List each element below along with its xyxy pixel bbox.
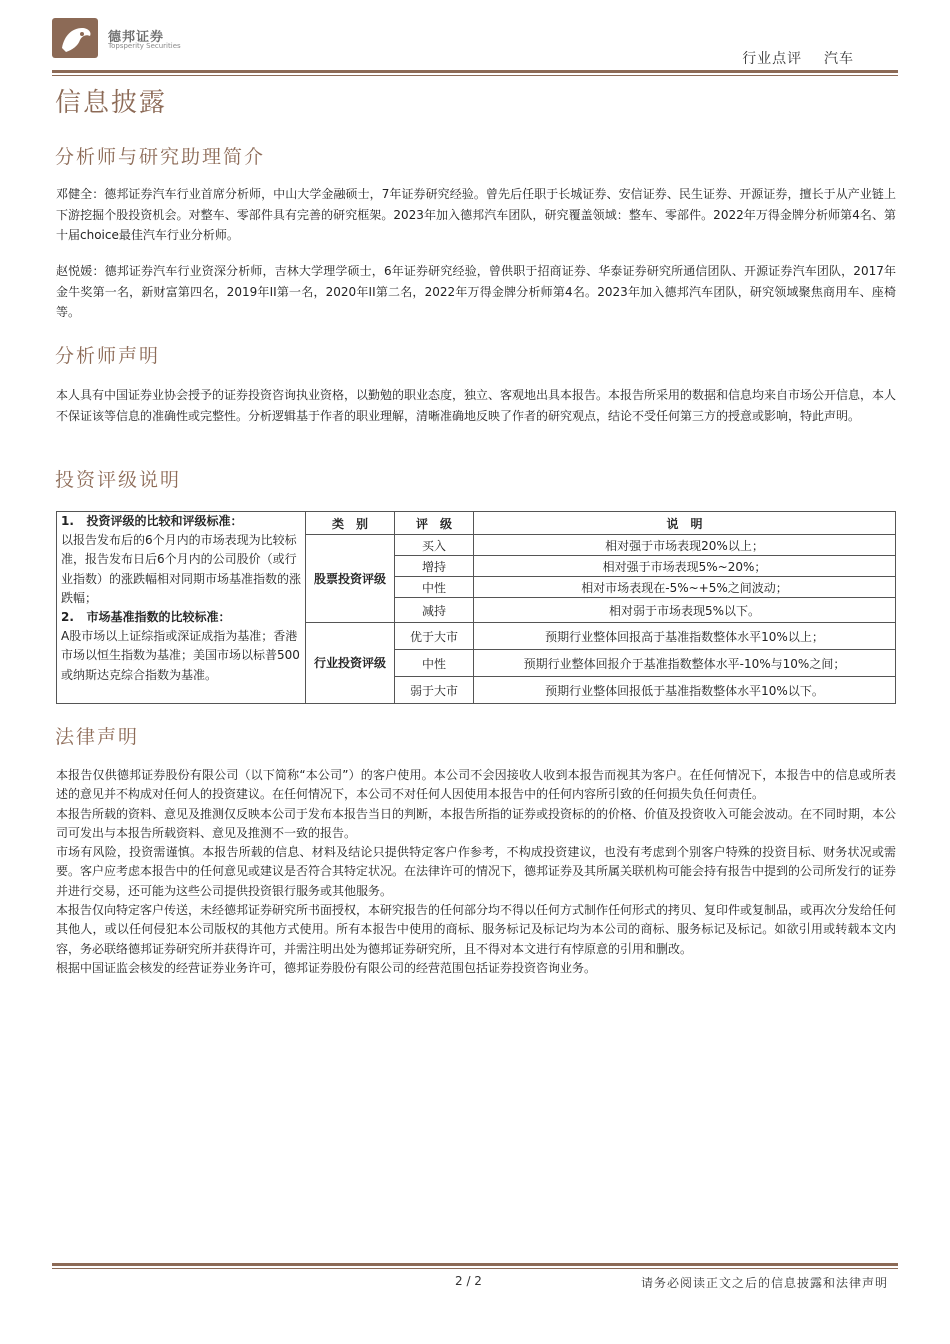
page-title: 信息披露: [55, 88, 168, 118]
criteria-heading-1: 1. 投资评级的比较和评级标准：: [61, 514, 243, 528]
footer-note: 请务必阅读正文之后的信息披露和法律声明: [640, 1276, 888, 1290]
rating-heading: 投资评级说明: [55, 469, 182, 491]
stock-desc: 相对强于市场表现20%以上；: [474, 535, 896, 556]
legal-paragraph-5: 根据中国证监会核发的经营证券业务许可，德邦证券股份有限公司的经营范围包括证券投资咨询业务。: [56, 960, 597, 975]
rating-criteria: [57, 512, 306, 704]
industry-desc: 预期行业整体回报介于基准指数整体水平-10%与10%之间；: [474, 650, 896, 677]
stock-grade: 增持: [395, 556, 474, 577]
legal-heading: 法律声明: [55, 726, 140, 748]
stock-desc: 相对弱于市场表现5%以下。: [474, 598, 896, 623]
rating-table: [56, 511, 896, 704]
criteria-text-2: A股市场以上证综指或深证成指为基准；香港市场以恒生指数为基准；美国市场以标普500或纳斯达克综合指数为基准。: [61, 629, 300, 682]
statement-heading: 分析师声明: [55, 345, 161, 367]
stock-grade: 买入: [395, 535, 474, 556]
col-header-type: 类 别: [306, 512, 395, 535]
header-rule-thin: [52, 75, 898, 76]
header-rule: [52, 70, 898, 73]
brand-name: 德邦证券: [108, 30, 165, 45]
criteria-heading-2: 2. 市场基准指数的比较标准：: [61, 610, 231, 625]
statement-text: 本人具有中国证券业协会授予的证券投资咨询执业资格，以勤勉的职业态度，独立、客观地出具本报告。本报告所采用的数据和信息均来自市场公开信息，本人不保证该等信息的准确性或完整性。分析逻辑基于作者的职业理解，清晰准确地反映了作者的研究观点，结论不受任何第三方的授意或影响，特此声明。: [56, 388, 897, 423]
industry-rating-group: [306, 623, 395, 704]
col-header-grade: 评 级: [395, 512, 474, 535]
report-category: 行业点评 汽车: [742, 51, 854, 67]
col-header-desc: 说 明: [474, 512, 896, 535]
legal-text: [56, 766, 896, 978]
legal-paragraph-3: 市场有风险，投资需谨慎。本报告所载的信息、材料及结论只提供特定客户作参考，不构成投资建议，也没有考虑到个别客户特殊的投资目标、财务状况或需要。客户应考虑本报告中的任何意见或建议是否符合其特定状况。在法律许可的情况下，德邦证券及其所属关联机构可能会持有报告中提到的公司所发行的证券并进行交易，还可能为这些公司提供投资银行服务或其他服务。: [56, 845, 897, 898]
footer-rule-thin: [52, 1268, 898, 1269]
stock-desc: 相对市场表现在-5%~+5%之间波动；: [474, 577, 896, 598]
legal-paragraph-1: 本报告仅供德邦证券股份有限公司（以下简称“本公司”）的客户使用。本公司不会因接收人收到本报告而视其为客户。在任何情况下，本报告中的信息或所表述的意见并不构成对任何人的投资建议。在任何情况下，本公司不对任何人因使用本报告中的任何内容所引致的任何损失负任何责任。: [56, 768, 896, 802]
footer-rule: [52, 1263, 898, 1266]
industry-rating-label: 行业投资评级: [313, 656, 386, 670]
stock-grade: 中性: [395, 577, 474, 598]
analyst-bio-1: 邓健全：德邦证券汽车行业首席分析师，中山大学金融硕士，7年证券研究经验。曾先后任职于长城证券、安信证券、民生证券、开源证券，擅长于从产业链上下游挖掘个股投资机会。对整车、零部件具有完善的研究框架。2023年加入德邦汽车团队，研究覆盖领域：整车、零部件。2022年万得金牌分析师第4名、第十届choice最佳汽车行业分析师。: [56, 187, 896, 242]
stock-desc: 相对强于市场表现5%~20%；: [474, 556, 896, 577]
brand-name-english: Topsperity Securities: [108, 42, 181, 50]
legal-paragraph-2: 本报告所载的资料、意见及推测仅反映本公司于发布本报告当日的判断，本报告所指的证券或投资标的的价格、价值及投资收入可能会波动。在不同时期，本公司可发出与本报告所载资料、意见及推测不一致的报告。: [56, 806, 897, 840]
analyst-bio-2: 赵悦媛：德邦证券汽车行业资深分析师，吉林大学理学硕士，6年证券研究经验，曾供职于招商证券、华泰证券研究所通信团队、开源证券汽车团队，2017年金牛奖第一名，新财富第四名，2019年II第一名，2020年II第二名，2022年万得金牌分析师第4名。2023年加入德邦汽车团队，研究领域聚焦商用车、座椅等。: [56, 264, 896, 319]
analysts-heading: 分析师与研究助理简介: [55, 146, 266, 168]
industry-grade: 优于大市: [395, 623, 474, 650]
industry-grade: 弱于大市: [395, 677, 474, 704]
industry-desc: 预期行业整体回报低于基准指数整体水平10%以下。: [474, 677, 896, 704]
company-logo: [52, 18, 98, 58]
industry-desc: 预期行业整体回报高于基准指数整体水平10%以上；: [474, 623, 896, 650]
criteria-text-1: 以报告发布后的6个月内的市场表现为比较标准，报告发布日后6个月内的公司股价（或行业指数）的涨跌幅相对同期市场基准指数的涨跌幅；: [61, 533, 302, 605]
stock-rating-label: 股票投资评级: [313, 571, 386, 586]
stock-rating-group: [306, 535, 395, 623]
page-number: 2 / 2: [455, 1274, 482, 1288]
legal-paragraph-4: 本报告仅向特定客户传送，未经德邦证券研究所书面授权，本研究报告的任何部分均不得以任何方式制作任何形式的拷贝、复印件或复制品，或再次分发给任何其他人，或以任何侵犯本公司版权的其他方式使用。所有本报告中使用的商标、服务标记及标记均为本公司的商标、服务标记及标记。如欲引用或转载本文内容，务必联络德邦证券研究所并获得许可，并需注明出处为德邦证券研究所，且不得对本文进行有悖原意的引用和删改。: [56, 903, 897, 956]
industry-grade: 中性: [395, 650, 474, 677]
stock-grade: 减持: [395, 598, 474, 623]
